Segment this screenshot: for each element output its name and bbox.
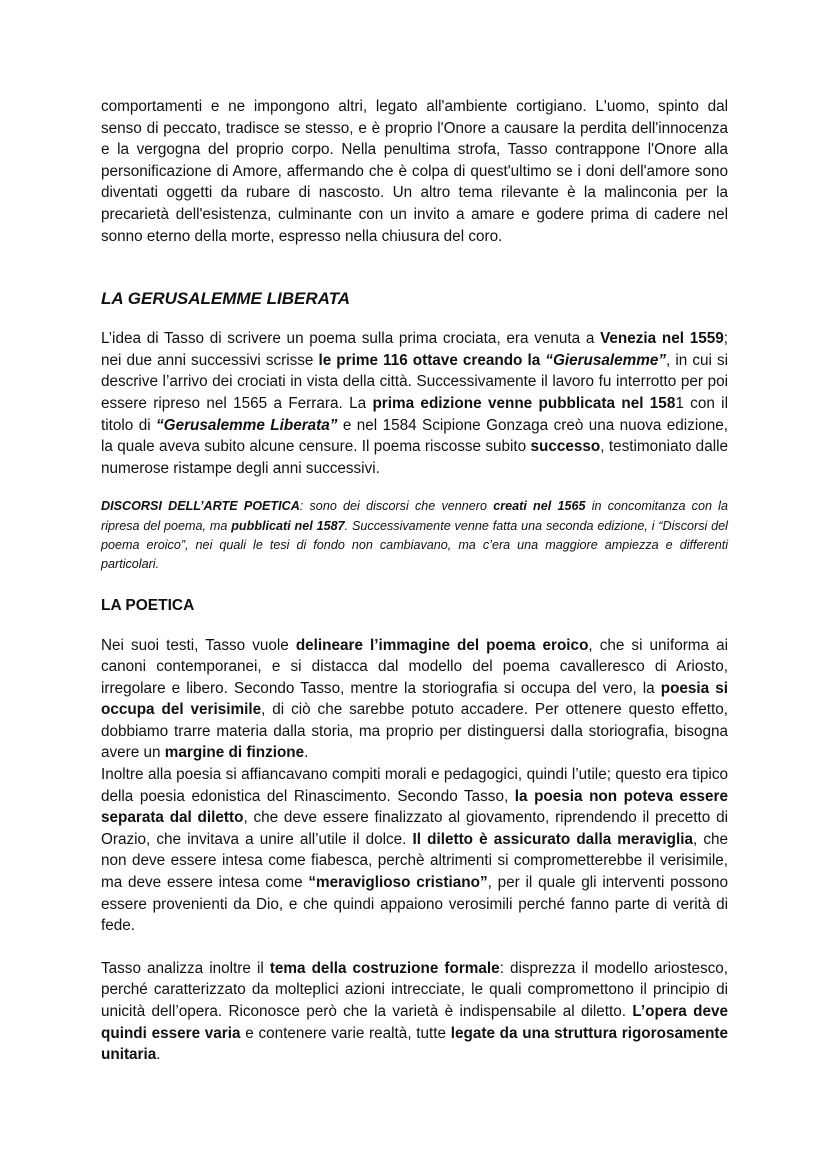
bold-italic-text: “Gierusalemme” <box>545 351 667 369</box>
bold-italic-span <box>545 352 666 369</box>
section-heading-gerusalemme: LA GERUSALEMME LIBERATA <box>101 289 351 309</box>
text-span: . <box>156 1046 161 1064</box>
poetica-paragraph-3 <box>101 958 728 1066</box>
text-span: ; nei due anni successivi scrisse <box>101 330 728 369</box>
bold-italic-text: “Gerusalemme Liberata” <box>156 416 338 434</box>
bold-span: poesia si occupa del verisimile <box>101 679 728 719</box>
bold-span: “meraviglioso cristiano” <box>308 874 488 892</box>
bold-span: L’opera deve quindi essere varia <box>101 1003 728 1042</box>
text-span: , che deve essere finalizzato al giovamento, riprendendo il precetto di Orazio, che invitava a unire all’utile il dolce. <box>101 809 728 848</box>
bold-span: Venezia nel 1559 <box>600 330 724 348</box>
text-span: Nei suoi testi, Tasso vuole <box>101 636 296 654</box>
section-heading-poetica: LA POETICA <box>101 596 195 614</box>
text-span: Inoltre alla poesia si affiancavano compiti morali e pedagogici, quindi l’utile; questo era tipico della poesia edonistica del Rinascimento. Secondo Tasso, <box>101 766 728 805</box>
bold-span: le prime 116 ottave creando la <box>318 351 546 369</box>
text-span: , che non deve essere intesa come fiabesca, perchè altrimenti si comprometterebbe il verisimile, ma deve essere intesa come <box>101 830 728 892</box>
text-span: e contenere varie realtà, tutte <box>240 1024 451 1042</box>
text-span: in concomitanza con la ripresa del poema, ma <box>101 499 728 533</box>
bold-span: delineare l’immagine del poema eroico <box>295 636 589 654</box>
text-span: e nel 1584 Scipione Gonzaga creò una nuova edizione, la quale aveva subito alcune censure. Il poema riscosse subito <box>101 416 728 456</box>
text-span: : sono dei discorsi che vennero <box>299 499 494 514</box>
text-span: , che si uniforma ai canoni contemporanei, e si distacca dal modello del poema cavalleresco di Ariosto, irregolare e libero. Secondo Tasso, mentre la storiografia si occupa del vero, la <box>101 636 728 697</box>
text-span: L’idea di Tasso di scrivere un poema sulla prima crociata, era venuta a <box>101 330 601 348</box>
bold-span: legate da una struttura rigorosamente unitaria <box>101 1024 729 1064</box>
text-span: Tasso analizza inoltre il <box>101 959 270 977</box>
discorsi-note <box>101 497 728 574</box>
bold-span: creati nel 1565 <box>493 499 586 514</box>
text-span: , in cui si descrive l’arrivo dei crociati in vista della città. Successivamente il lavoro fu interrotto per poi essere ripreso nel 1565 a Ferrara. La <box>101 351 728 412</box>
document-page <box>101 96 728 1066</box>
text-span: . Successivamente venne fatta una seconda edizione, i “Discorsi del poema eroico”, nei quali le tesi di fondo non cambiavano, ma c’era una maggiore ampiezza e differenti particolari. <box>101 518 728 572</box>
bold-span: la poesia non poteva essere separata dal diletto <box>101 787 728 827</box>
bold-span: pubblicati nel 1587 <box>231 518 345 533</box>
bold-span: Il diletto è assicurato dalla meraviglia <box>412 830 693 848</box>
text-span: 1 con il titolo di <box>101 394 728 434</box>
gerusalemme-paragraph <box>101 328 728 479</box>
bold-italic-span <box>156 417 337 434</box>
bold-span: prima edizione venne pubblicata nel 158 <box>372 394 676 412</box>
text-span: , testimoniato dalle numerose ristampe degli anni successivi. <box>101 438 729 477</box>
poetica-paragraph-2 <box>101 764 728 937</box>
bold-span: DISCORSI DELL’ARTE POETICA <box>101 499 300 514</box>
bold-span: successo <box>530 438 601 456</box>
text-span: , per il quale gli interventi possono essere provenienti da Dio, e che quindi appaiono verosimili perché fanno parte di verità di fede. <box>101 874 729 935</box>
intro-paragraph: comportamenti e ne impongono altri, legato all'ambiente cortigiano. L'uomo, spinto dal senso di peccato, tradisce se stesso, e è proprio l'Onore a causare la perdita dell'innocenza e la vergogna del proprio corpo. Nella penultima strofa, Tasso contrappone l'Onore alla personificazione di Amore, affermando che è colpa di quest'ultimo se i doni dell'amore sono diventati oggetti da rubare di nascosto. Un altro tema rilevante è la malinconia per la precarietà dell'esistenza, culminante con un invito a amare e godere prima di cadere nel sonno eterno della morte, espresso nella chiusura del coro. <box>101 98 728 245</box>
text-span: . <box>304 744 309 762</box>
poetica-paragraph-1 <box>101 635 728 765</box>
text-span: : disprezza il modello ariostesco, perché caratterizzato da molteplici azioni intrecciate, le quali compromettono il principio di unicità dell’opera. Riconosce però che la varietà è indispensabile al diletto. <box>101 959 728 1020</box>
bold-span: margine di finzione <box>164 744 305 762</box>
text-span: , di ciò che sarebbe potuto accadere. Per ottenere questo effetto, dobbiamo trarre materia dalla storia, ma proprio per distinguersi dalla storiografia, bisogna avere un <box>101 701 728 762</box>
bold-span: tema della costruzione formale <box>269 959 500 977</box>
